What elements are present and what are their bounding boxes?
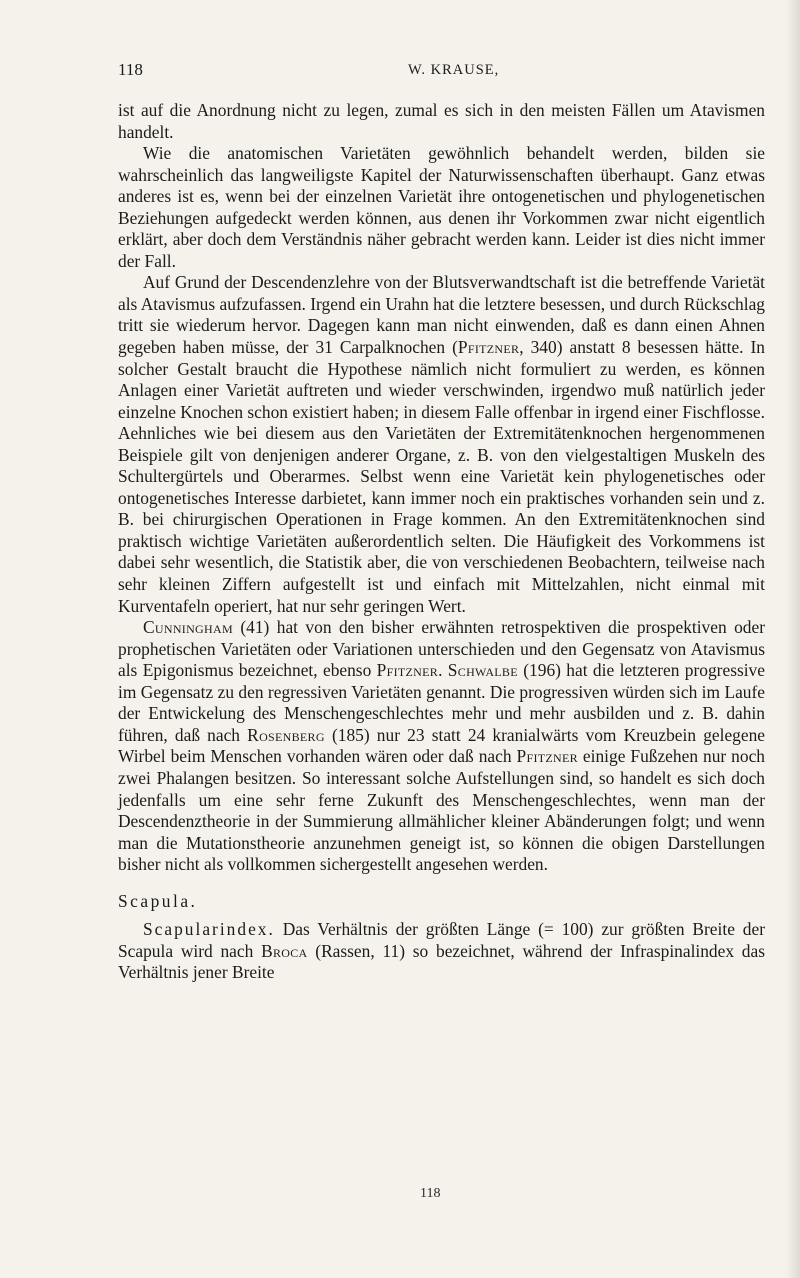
section-heading: [118, 891, 765, 913]
paragraph-text: (196) hat die letzteren progressive im Gegensatz zu den regressiven Varietäten genannt. Die progressiven würden sich im Laufe der Entwickelung des Menschengeschlechtes mehr und mehr ausbilden und z. B. dahin führen, daß nach: [118, 660, 765, 745]
section-heading-text: Scapula.: [118, 890, 198, 911]
spaced-term: Scapularindex.: [143, 919, 275, 940]
footer-page-number: 118: [420, 1186, 441, 1201]
paragraph: [118, 919, 765, 984]
paragraph-text: einige Fußzehen nur noch zwei Phalangen besitzen. So interessant solche Aufstellungen sind, so handelt es sich doch jedenfalls um eine sehr ferne Zukunft des Menschengeschlechtes, wenn man der Descendenztheorie in der Summierung allmählicher kleiner Abänderungen folgt; und wenn man die Mutationstheorie anzunehmen geneigt ist, so können die obigen Darstellungen bisher nicht als vollkommen sichergestellt angesehen werden.: [118, 746, 765, 875]
paragraph-text: , 340) anstatt 8 besessen hätte. In solcher Gestalt braucht die Hypothese nämlich nicht formuliert zu werden, es können Anlagen einer Varietät auftreten und wieder verschwinden, irgendwo muß natürlich jeder einzelne Knochen schon existiert haben; in diesem Falle offenbar in irgend einer Fischflosse. Aehnliches wie bei diesem aus den Varietäten der Extremitätenknochen hergenommenen Beispiele gilt von denjenigen anderer Organe, z. B. von den vielgestaltigen Muskeln des Schultergürtels und Oberarmes. Selbst wenn eine Varietät kein phylogenetisches oder ontogenetisches Interesse darbietet, kann immer noch ein praktisches vorhanden sein und z. B. bei chirurgischen Operationen in Frage kommen. An den Extremitätenknochen sind praktisch wichtige Varietäten außerordentlich selten. Die Häufigkeit des Vorkommens ist dabei sehr wesentlich, die Statistik aber, die von verschiedenen Beobachtern, teilweise nach sehr kleinen Ziffern aufgestellt ist und einfach mit Mittelzahlen, nicht einmal mit Kurventafeln operiert, hat nur sehr geringen Wert.: [118, 337, 765, 616]
paragraph-text: (Rassen, 11) so bezeichnet, während der Infraspinalindex das Verhältnis jener Breite: [118, 940, 765, 983]
author-name: Pfitzner: [516, 746, 578, 767]
author-name: Broca: [261, 940, 308, 961]
author-name: Rosenberg: [247, 724, 325, 745]
paragraph: [118, 100, 765, 143]
paragraph: [118, 617, 765, 876]
author-name: Pfitzner: [376, 660, 439, 681]
running-head: W. KRAUSE,: [408, 62, 500, 78]
author-name: Schwalbe: [447, 660, 518, 681]
body-text: [118, 100, 765, 984]
page-edge-shadow: [786, 0, 800, 1278]
author-name: Cunningham: [143, 617, 233, 638]
paragraph-text: Das Verhältnis der größten Länge (= 100) zur größten Breite der Scapula wird nach: [118, 919, 765, 961]
page-header: [118, 60, 692, 84]
paragraph-text: ist auf die Anordnung nicht zu legen, zumal es sich in den meisten Fällen um Atavismen handelt.: [118, 100, 765, 142]
paragraph: [118, 143, 765, 272]
paragraph-text: Wie die anatomischen Varietäten gewöhnlich behandelt werden, bilden sie wahrscheinlich das langweiligste Kapitel der Naturwissenschaften überhaupt. Ganz etwas anderes ist es, wenn bei der einzelnen Varietät ihre ontogenetischen und phylogenetischen Beziehungen aufgedeckt werden können, aus denen ihr Vorkommen zwar nicht eigentlich erklärt, aber doch dem Verständnis näher gebracht werden kann. Leider ist dies nicht immer der Fall.: [118, 143, 765, 271]
paragraph-text: Auf Grund der Descendenzlehre von der Blutsverwandtschaft ist die betreffende Varietät als Atavismus aufzufassen. Irgend ein Urahn hat die letztere besessen, und durch Rückschlag tritt sie wiederum hervor. Dagegen kann man nicht einwenden, daß es dann einen Ahnen gegeben haben müsse, der 31 Carpalknochen (: [118, 272, 765, 358]
paragraph-text: .: [438, 660, 448, 681]
page-number: 118: [118, 60, 143, 79]
paragraph-text: (185) nur 23 statt 24 kranialwärts vom Kreuzbein gelegene Wirbel beim Menschen vorhanden wären oder daß nach: [118, 724, 765, 767]
paragraph-text: (41) hat von den bisher erwähnten retrospektiven die prospektiven oder prophetischen Varietäten oder Variationen unterschieden und den Gegensatz von Atavismus als Epigonismus bezeichnet, ebenso: [118, 617, 765, 681]
paragraph: [118, 272, 765, 617]
author-name: Pfitzner: [457, 337, 520, 358]
